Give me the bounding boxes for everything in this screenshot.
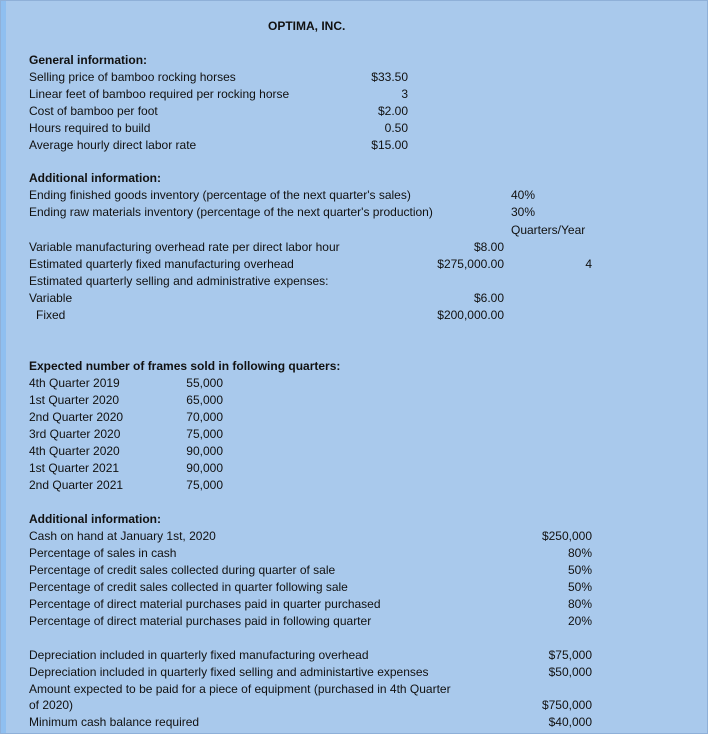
general-label: Selling price of bamboo rocking horses	[29, 70, 236, 84]
cash-label: Cash on hand at January 1st, 2020	[29, 529, 216, 543]
additional-heading: Additional information:	[29, 171, 161, 185]
sales-quarter: 2nd Quarter 2021	[29, 478, 124, 492]
overhead-value: $200,000.00	[437, 308, 504, 322]
cash-label: Percentage of direct material purchases paid in following quarter	[29, 614, 372, 628]
sales-units: 70,000	[186, 410, 223, 424]
overhead-value: $8.00	[473, 240, 504, 254]
general-value: 0.50	[384, 121, 408, 135]
overhead-label: Variable manufacturing overhead rate per direct labor hour	[29, 240, 340, 254]
overhead-label: Variable	[29, 291, 73, 305]
other-value: $50,000	[548, 665, 592, 679]
cash-label: Percentage of credit sales collected during quarter of sale	[29, 563, 336, 577]
other-label: Amount expected to be paid for a piece of equipment (purchased in 4th Quarter	[29, 682, 451, 696]
sales-heading: Expected number of frames sold in following quarters:	[29, 359, 341, 373]
general-label: Average hourly direct labor rate	[29, 138, 197, 152]
sales-units: 90,000	[186, 444, 223, 458]
sales-quarter: 3rd Quarter 2020	[29, 427, 121, 441]
sales-quarter: 1st Quarter 2021	[29, 461, 120, 475]
other-label: Depreciation included in quarterly fixed manufacturing overhead	[29, 648, 369, 662]
sales-units: 75,000	[186, 427, 223, 441]
general-heading: General information:	[29, 53, 148, 67]
other-value: $750,000	[541, 698, 592, 712]
sales-units: 65,000	[186, 393, 223, 407]
other-label: Depreciation included in quarterly fixed selling and administartive expenses	[29, 665, 429, 679]
additional-label: Ending raw materials inventory (percentage of the next quarter's production)	[29, 205, 433, 219]
cash-value: 80%	[567, 597, 592, 611]
cash-value: 20%	[567, 614, 592, 628]
page-title: OPTIMA, INC.	[268, 19, 346, 33]
cash-heading: Additional information:	[29, 512, 161, 526]
cash-value: 50%	[567, 563, 592, 577]
general-value: $33.50	[371, 70, 408, 84]
general-value: $15.00	[371, 138, 408, 152]
overhead-label: Fixed	[36, 308, 66, 322]
overhead-label: Estimated quarterly selling and administrative expenses:	[29, 274, 329, 288]
overhead-label: Estimated quarterly fixed manufacturing overhead	[29, 257, 294, 271]
overhead-value: $6.00	[473, 291, 504, 305]
general-label: Cost of bamboo per foot	[29, 104, 158, 118]
additional-value: 40%	[511, 188, 536, 202]
cash-label: Percentage of direct material purchases paid in quarter purchased	[29, 597, 381, 611]
sales-quarter: 4th Quarter 2019	[29, 376, 120, 390]
general-value: $2.00	[377, 104, 408, 118]
other-value: $75,000	[548, 648, 592, 662]
general-label: Linear feet of bamboo required per rocking horse	[29, 87, 290, 101]
sales-units: 75,000	[186, 478, 223, 492]
other-label: Minimum cash balance required	[29, 715, 200, 729]
cash-label: Percentage of sales in cash	[29, 546, 177, 560]
additional-value: 30%	[511, 205, 536, 219]
general-value: 3	[401, 87, 408, 101]
overhead-value: $275,000.00	[437, 257, 504, 271]
other-value: $40,000	[548, 715, 592, 729]
cash-value: 80%	[567, 546, 592, 560]
additional-label: Ending finished goods inventory (percentage of the next quarter's sales)	[29, 188, 411, 202]
sales-quarter: 1st Quarter 2020	[29, 393, 120, 407]
sales-quarter: 2nd Quarter 2020	[29, 410, 124, 424]
cash-value: 50%	[567, 580, 592, 594]
cash-value: $250,000	[541, 529, 592, 543]
sales-units: 55,000	[186, 376, 223, 390]
quarters-per-year-label: Quarters/Year	[511, 223, 586, 237]
other-label: of 2020)	[29, 698, 74, 712]
quarters-per-year-value: 4	[585, 257, 592, 271]
cash-label: Percentage of credit sales collected in quarter following sale	[29, 580, 348, 594]
sales-units: 90,000	[186, 461, 223, 475]
sales-quarter: 4th Quarter 2020	[29, 444, 120, 458]
general-label: Hours required to build	[29, 121, 151, 135]
